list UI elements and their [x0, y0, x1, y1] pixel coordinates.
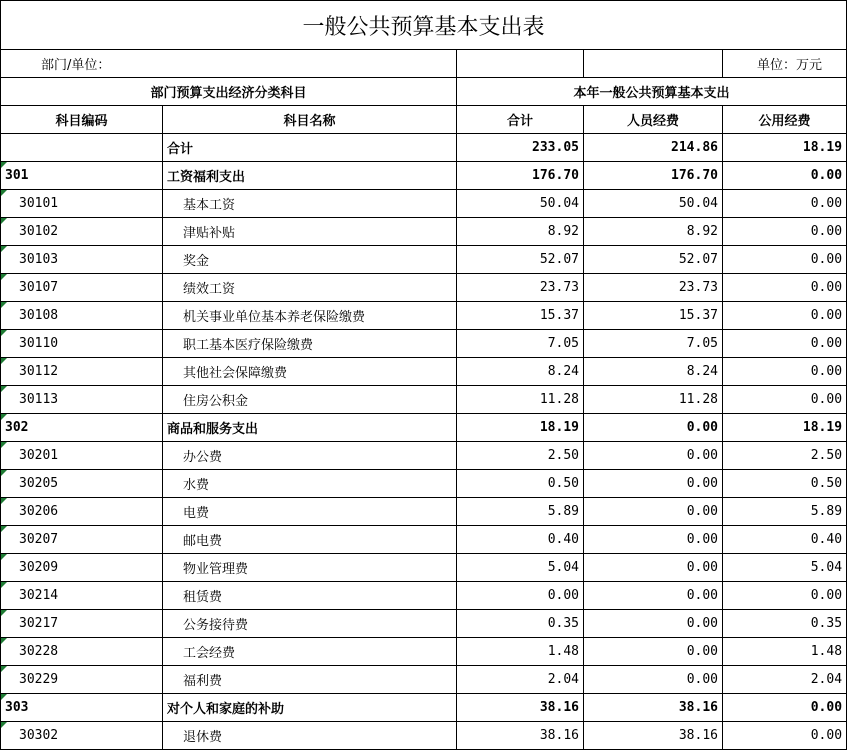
cell-name: 奖金 [163, 246, 457, 274]
cell-code: 301 [1, 162, 163, 190]
group-header-budget: 本年一般公共预算基本支出 [457, 78, 847, 106]
column-header-name: 科目名称 [163, 106, 457, 134]
cell-total: 11.28 [457, 386, 584, 414]
cell-personnel: 52.07 [584, 246, 723, 274]
cell-public: 18.19 [723, 134, 847, 162]
table-row [1, 358, 847, 386]
cell-personnel: 50.04 [584, 190, 723, 218]
table-row [1, 302, 847, 330]
cell-public: 0.00 [723, 386, 847, 414]
table-row [1, 218, 847, 246]
table-row [1, 666, 847, 694]
cell-total: 8.24 [457, 358, 584, 386]
cell-code: 30229 [1, 666, 163, 694]
cell-public: 0.35 [723, 610, 847, 638]
column-header-personnel: 人员经费 [584, 106, 723, 134]
table-row [1, 638, 847, 666]
cell-personnel: 0.00 [584, 526, 723, 554]
cell-code: 30110 [1, 330, 163, 358]
cell-total: 5.89 [457, 498, 584, 526]
cell-total: 2.04 [457, 666, 584, 694]
table-row [1, 134, 847, 162]
cell-name: 退休费 [163, 722, 457, 750]
cell-code [1, 134, 163, 162]
cell-code: 30113 [1, 386, 163, 414]
column-header-row [1, 106, 847, 134]
cell-total: 8.92 [457, 218, 584, 246]
cell-total: 0.35 [457, 610, 584, 638]
cell-public: 0.00 [723, 582, 847, 610]
table-row [1, 498, 847, 526]
cell-code: 302 [1, 414, 163, 442]
cell-total: 176.70 [457, 162, 584, 190]
cell-name: 基本工资 [163, 190, 457, 218]
table-row [1, 582, 847, 610]
cell-code: 30214 [1, 582, 163, 610]
group-header-classification: 部门预算支出经济分类科目 [1, 78, 457, 106]
cell-personnel: 8.92 [584, 218, 723, 246]
cell-personnel: 38.16 [584, 722, 723, 750]
cell-personnel: 8.24 [584, 358, 723, 386]
cell-public: 18.19 [723, 414, 847, 442]
cell-name: 邮电费 [163, 526, 457, 554]
cell-public: 0.00 [723, 330, 847, 358]
table-row [1, 554, 847, 582]
cell-total: 15.37 [457, 302, 584, 330]
cell-personnel: 23.73 [584, 274, 723, 302]
cell-total: 233.05 [457, 134, 584, 162]
cell-total: 18.19 [457, 414, 584, 442]
table-row [1, 162, 847, 190]
cell-personnel: 214.86 [584, 134, 723, 162]
cell-total: 38.16 [457, 694, 584, 722]
cell-name: 机关事业单位基本养老保险缴费 [163, 302, 457, 330]
cell-code: 303 [1, 694, 163, 722]
cell-personnel: 0.00 [584, 638, 723, 666]
cell-personnel: 0.00 [584, 414, 723, 442]
cell-code: 30206 [1, 498, 163, 526]
cell-public: 0.00 [723, 358, 847, 386]
cell-public: 5.04 [723, 554, 847, 582]
cell-code: 30207 [1, 526, 163, 554]
cell-name: 电费 [163, 498, 457, 526]
cell-personnel: 15.37 [584, 302, 723, 330]
cell-public: 0.40 [723, 526, 847, 554]
cell-public: 2.50 [723, 442, 847, 470]
cell-code: 30302 [1, 722, 163, 750]
cell-name: 办公费 [163, 442, 457, 470]
cell-name: 职工基本医疗保险缴费 [163, 330, 457, 358]
cell-personnel: 38.16 [584, 694, 723, 722]
table-row [1, 274, 847, 302]
cell-code: 30107 [1, 274, 163, 302]
cell-public: 0.00 [723, 274, 847, 302]
page-title: 一般公共预算基本支出表 [1, 1, 847, 50]
meta-empty-cell [457, 50, 584, 78]
cell-total: 7.05 [457, 330, 584, 358]
cell-name: 商品和服务支出 [163, 414, 457, 442]
cell-code: 30102 [1, 218, 163, 246]
cell-public: 0.00 [723, 190, 847, 218]
cell-total: 50.04 [457, 190, 584, 218]
cell-personnel: 0.00 [584, 666, 723, 694]
cell-name: 其他社会保障缴费 [163, 358, 457, 386]
cell-personnel: 176.70 [584, 162, 723, 190]
cell-code: 30217 [1, 610, 163, 638]
cell-code: 30205 [1, 470, 163, 498]
cell-public: 5.89 [723, 498, 847, 526]
department-label: 部门/单位： [1, 50, 457, 78]
cell-personnel: 0.00 [584, 442, 723, 470]
cell-name: 福利费 [163, 666, 457, 694]
cell-name: 公务接待费 [163, 610, 457, 638]
cell-total: 2.50 [457, 442, 584, 470]
column-header-total: 合计 [457, 106, 584, 134]
cell-public: 1.48 [723, 638, 847, 666]
cell-public: 2.04 [723, 666, 847, 694]
table-row [1, 610, 847, 638]
table-row [1, 442, 847, 470]
cell-personnel: 0.00 [584, 554, 723, 582]
cell-total: 0.00 [457, 582, 584, 610]
table-row [1, 190, 847, 218]
meta-empty-cell [584, 50, 723, 78]
cell-code: 30201 [1, 442, 163, 470]
cell-public: 0.50 [723, 470, 847, 498]
column-header-code: 科目编码 [1, 106, 163, 134]
group-header-row [1, 78, 847, 106]
cell-code: 30112 [1, 358, 163, 386]
cell-name: 水费 [163, 470, 457, 498]
cell-public: 0.00 [723, 246, 847, 274]
cell-name: 绩效工资 [163, 274, 457, 302]
cell-public: 0.00 [723, 694, 847, 722]
cell-code: 30209 [1, 554, 163, 582]
cell-personnel: 0.00 [584, 610, 723, 638]
cell-code: 30108 [1, 302, 163, 330]
cell-code: 30103 [1, 246, 163, 274]
table-row [1, 246, 847, 274]
cell-total: 38.16 [457, 722, 584, 750]
table-row [1, 526, 847, 554]
cell-total: 23.73 [457, 274, 584, 302]
cell-total: 52.07 [457, 246, 584, 274]
table-row [1, 722, 847, 750]
table-row [1, 330, 847, 358]
table-row [1, 694, 847, 722]
cell-name: 住房公积金 [163, 386, 457, 414]
cell-name: 对个人和家庭的补助 [163, 694, 457, 722]
cell-name: 工资福利支出 [163, 162, 457, 190]
table-row [1, 470, 847, 498]
column-header-public: 公用经费 [723, 106, 847, 134]
table-row [1, 414, 847, 442]
cell-public: 0.00 [723, 218, 847, 246]
cell-personnel: 7.05 [584, 330, 723, 358]
cell-personnel: 0.00 [584, 470, 723, 498]
cell-name: 工会经费 [163, 638, 457, 666]
cell-name: 物业管理费 [163, 554, 457, 582]
cell-name: 合计 [163, 134, 457, 162]
cell-total: 0.40 [457, 526, 584, 554]
cell-public: 0.00 [723, 302, 847, 330]
cell-personnel: 11.28 [584, 386, 723, 414]
cell-total: 5.04 [457, 554, 584, 582]
cell-personnel: 0.00 [584, 582, 723, 610]
cell-personnel: 0.00 [584, 498, 723, 526]
table-row [1, 386, 847, 414]
cell-code: 30101 [1, 190, 163, 218]
cell-total: 0.50 [457, 470, 584, 498]
unit-label: 单位：万元 [723, 50, 847, 78]
meta-row [1, 50, 847, 78]
cell-public: 0.00 [723, 722, 847, 750]
cell-total: 1.48 [457, 638, 584, 666]
cell-name: 津贴补贴 [163, 218, 457, 246]
title-row [1, 1, 847, 50]
cell-code: 30228 [1, 638, 163, 666]
cell-public: 0.00 [723, 162, 847, 190]
cell-name: 租赁费 [163, 582, 457, 610]
